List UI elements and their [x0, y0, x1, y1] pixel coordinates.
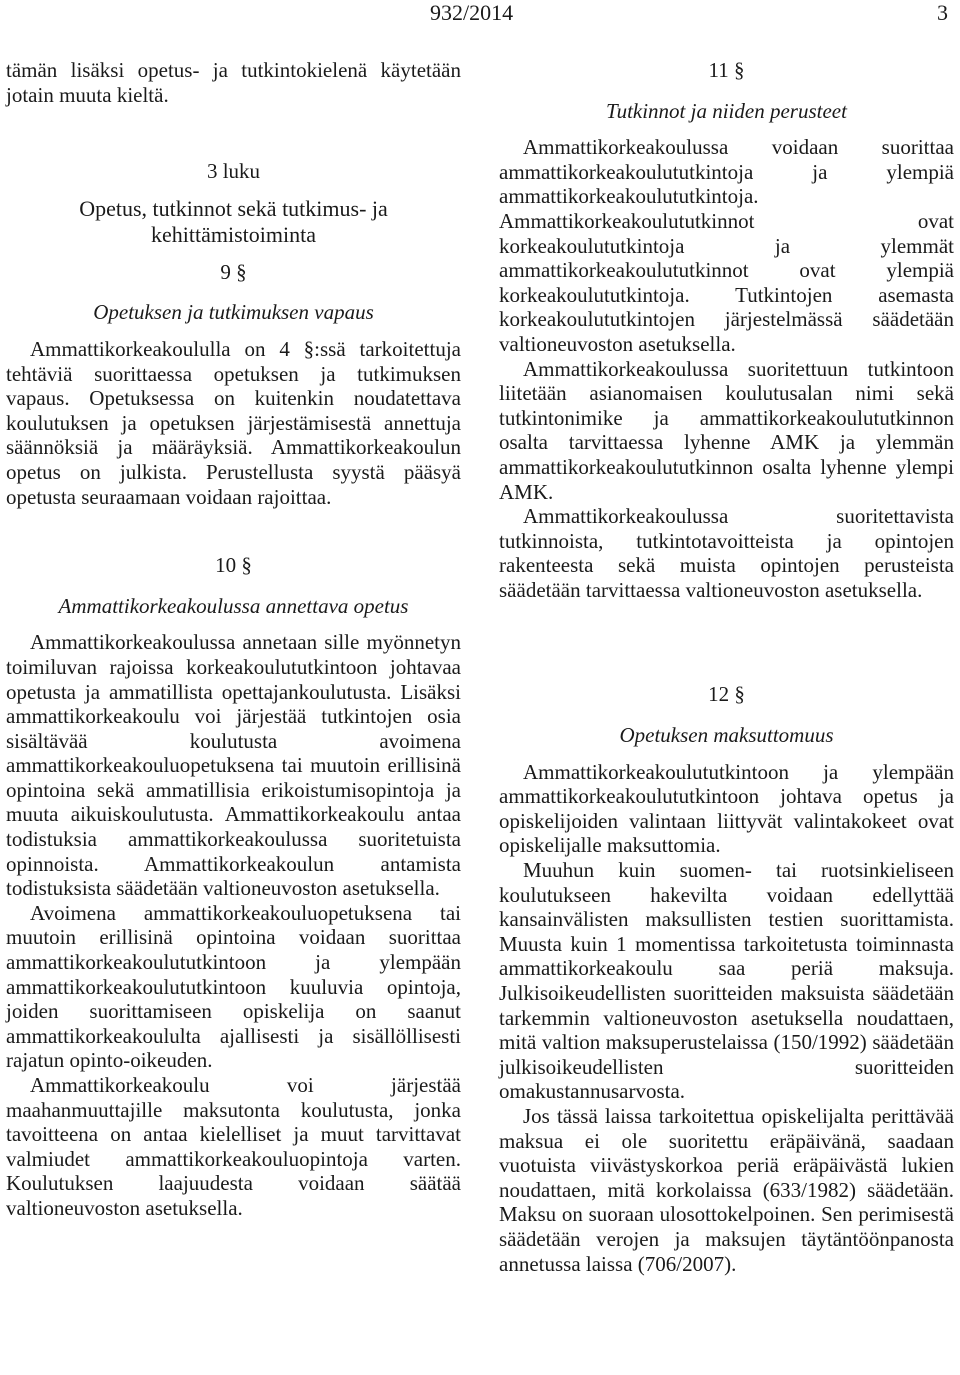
section-12-number: 12 § — [708, 682, 745, 707]
section-9-number: 9 § — [220, 259, 247, 284]
right-column — [499, 58, 954, 1276]
page-number: 3 — [937, 0, 948, 25]
intro-paragraph: tämän lisäksi opetus- ja tutkintokielenä käytetään jotain muuta kieltä. — [6, 58, 461, 107]
section-12-paragraph-1: Ammattikorkeakoulututkintoon ja ylempään ammattikorkeakoulututkintoon johtava opetus ja opiskelijoiden valintaan liittyvät valintakokeet ovat opiskelijalle maksuttomia. — [499, 759, 954, 858]
section-12-paragraph-2: Muuhun kuin suomen- tai ruotsinkieliseen koulutukseen hakevilta voidaan edellyttää kansainvälisten maksullisten testien suorittamista. Muusta kuin 1 momentissa tarkoitetusta toiminnasta ammattikorkeakoulu saa periä maksuja. Julkisoikeudellisten suoritteiden maksuista säädetään tarkemmin valtioneuvoston asetuksella noudattaen, mitä valtion maksuperustelaissa (150/1992) säädetään julkisoikeudellisten suoritteiden omakustannusarvosta. — [499, 858, 954, 1104]
section-9-title: Opetuksen ja tutkimuksen vapaus — [93, 300, 374, 325]
section-11-number: 11 § — [708, 58, 745, 82]
section-10-number: 10 § — [215, 553, 252, 578]
section-10-paragraph-1: Ammattikorkeakoulussa annetaan sille myönnetyn toimiluvan rajoissa korkeakoulututkintoon johtavaa opetusta ja ammatillista opettajankoulutusta. Lisäksi ammattikorkeakoulu voi järjestää tutkintojen osia sisältävää koulutusta avoimena ammattikorkeakouluopetuksena tai muutoin erillisinä opintoina sekä ammatillisia erikoistumisopintoja ja muuta aikuiskoulutusta. Ammattikorkeakoulu antaa todistuksia ammattikorkeakoulussa suoritetuista opinnoista. Ammattikorkeakoulun antamista todistuksista säädetään valtioneuvoston asetuksella. — [6, 630, 461, 901]
section-11-title: Tutkinnot ja niiden perusteet — [606, 98, 847, 123]
section-12-paragraph-3: Jos tässä laissa tarkoitettua opiskelijalta perittävää maksua ei ole suoritettu eräpäivänä, saadaan vuotuista viivästyskorkoa periä eräpäivästä lukien noudattaen, mitä korkolaissa (633/1982) säädetään. Maksu on suoraan ulosottokelpoinen. Sen perimisestä säädetään verojen ja maksujen täytäntöönpanosta annetussa laissa (706/2007). — [499, 1103, 954, 1276]
chapter-number: 3 luku — [206, 159, 261, 184]
chapter-title-line-1: Opetus, tutkinnot sekä tutkimus- ja — [79, 195, 388, 221]
section-10-paragraph-2: Avoimena ammattikorkeakouluopetuksena tai muutoin erillisinä opintoina voidaan suorittaa ammattikorkeakoulututkintoon ja ylempään ammattikorkeakoulututkintoon kuuluvia opintoja, joiden suorittamiseen opiskelija on saanut ammattikorkeakoululta ajallisesti ja sisällöllisesti rajatun opinto-oikeuden. — [6, 900, 461, 1073]
section-10-paragraph-3: Ammattikorkeakoulu voi järjestää maahanmuuttajille maksutonta koulutusta, jonka tavoitteena on antaa kielelliset ja muut tarvittavat valmiudet ammattikorkeakouluopintoja varten. Koulutuksen laajuudesta voidaan säätää valtioneuvoston asetuksella. — [6, 1073, 461, 1220]
section-11-paragraph-2: Ammattikorkeakoulussa suoritettuun tutkintoon liitetään asianomaisen koulutusalan nimi sekä tutkintonimike ja ammattikorkeakoulututkinnon osalta tarvittaessa lyhenne AMK ja ylemmän ammattikorkeakoulututkinnon osalta lyhenne ylempi AMK. — [499, 356, 954, 504]
left-column — [6, 58, 461, 1221]
chapter-title-line-2: kehittämistoiminta — [151, 221, 316, 247]
section-10-title: Ammattikorkeakoulussa annettava opetus — [58, 593, 409, 618]
section-11-paragraph-3: Ammattikorkeakoulussa suoritettavista tutkinnoista, tutkintotavoitteista ja opintojen rakenteesta sekä muista opintojen perusteista säädetään tarvittaessa valtioneuvoston asetuksella. — [499, 504, 954, 602]
section-9-paragraph-1: Ammattikorkeakoululla on 4 §:ssä tarkoitettuja tehtäviä suorittaessa opetuksen ja tutkimuksen vapaus. Opetuksessa on kuitenkin noudatettava koulutuksen ja opetuksen järjestämisestä annettuja säännöksiä ja määräyksiä. Ammattikorkeakoulun opetus on julkista. Perustellusta syystä pääsyä opetusta seuraamaan voidaan rajoittaa. — [6, 336, 461, 509]
section-12-title: Opetuksen maksuttomuus — [619, 723, 834, 748]
document-number: 932/2014 — [430, 0, 514, 25]
section-11-paragraph-1: Ammattikorkeakoulussa voidaan suorittaa ammattikorkeakoulututkintoja ja ylempiä ammattikorkeakoulututkintoja. Ammattikorkeakoulututkinnot ovat korkeakoulututkintoja ja ylemmät ammattikorkeakoulututkinnot ovat ylempiä korkeakoulututkintoja. Tutkintojen asemasta korkeakoulututkintojen järjestelmässä säädetään valtioneuvoston asetuksella. — [499, 135, 954, 356]
